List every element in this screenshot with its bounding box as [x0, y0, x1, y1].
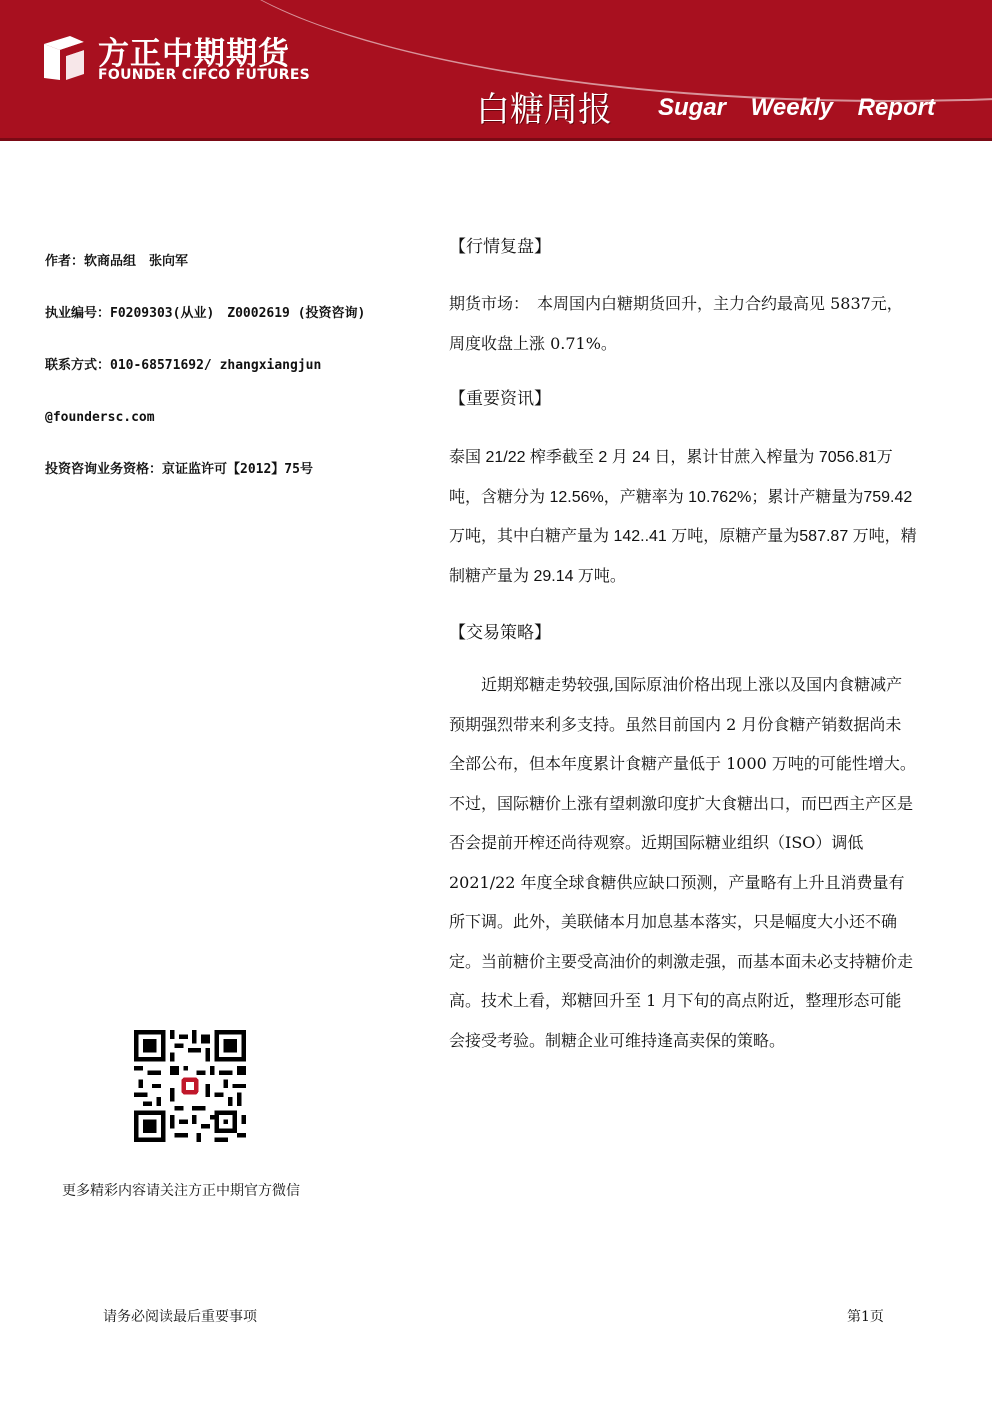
report-title-en: Sugar Weekly Report [658, 94, 935, 121]
license-line: 执业编号：F0209303(从业) Z0002619 (投资咨询) [45, 306, 366, 321]
founder-logo-icon [40, 34, 92, 82]
header-divider [0, 138, 992, 141]
qr-code-icon [134, 1030, 246, 1142]
author-info [45, 252, 425, 512]
company-name-en: FOUNDER CIFCO FUTURES [98, 67, 311, 83]
email-line: @foundersc.com [45, 410, 155, 425]
page-number: 第1页 [847, 1309, 884, 1325]
qualification-line: 投资咨询业务资格：京证监许可【2012】75号 [45, 462, 313, 477]
strategy-text: 近期郑糖走势较强,国际原油价格出现上涨以及国内食糖减产预期强烈带来利多支持。虽然目前国内 2 月份食糖产销数据尚未全部公布，但本年度累计食糖产量低于 1000 万吨的可能性增大。不过，国际糖价上涨有望刺激印度扩大食糖出口，而巴西主产区是否会提前开榨还尚待观察。近期国际糖业组织（ISO）调低 2021/22 年度全球食糖供应缺口预测，产量略有上升且消费量有所下调。此外，美联储本月加息基本落实，只是幅度大小还不确定。当前糖价主要受高油价的刺激走强，而基本面未必支持糖价走高。技术上看，郑糖回升至 1 月下旬的高点附近，整理形态可能会接受考验。制糖企业可维持逢高卖保的策略。 [449, 675, 916, 1050]
report-title-cn: 白糖周报 [476, 90, 612, 130]
market-review-text: 期货市场： 本周国内白糖期货回升，主力合约最高见 5837元，周度收盘上涨 0.71%。 [449, 294, 903, 353]
key-news-heading: 【重要资讯】 [449, 389, 551, 409]
company-name-cn: 方正中期期货 [98, 36, 290, 72]
report-header [0, 0, 992, 141]
market-review-heading: 【行情复盘】 [449, 237, 551, 257]
key-news-text: 泰国 21/22 榨季截至 2 月 24 日，累计甘蔗入榨量为 7056.81万吨，含糖分为 12.56%，产糖率为 10.762%；累计产糖量为759.42 万吨，其中白糖产量为 142..41 万吨，原糖产量为587.87 万吨，精制糖产量为 29.14 万吨。 [449, 449, 917, 585]
footer-notice: 请务必阅读最后重要事项 [103, 1309, 257, 1325]
contact-line: 联系方式：010-68571692/ zhangxiangjun [45, 358, 322, 373]
author-line: 作者：软商品组 张向军 [45, 254, 189, 269]
qr-caption: 更多精彩内容请关注方正中期官方微信 [62, 1183, 300, 1199]
strategy-heading: 【交易策略】 [449, 623, 551, 643]
